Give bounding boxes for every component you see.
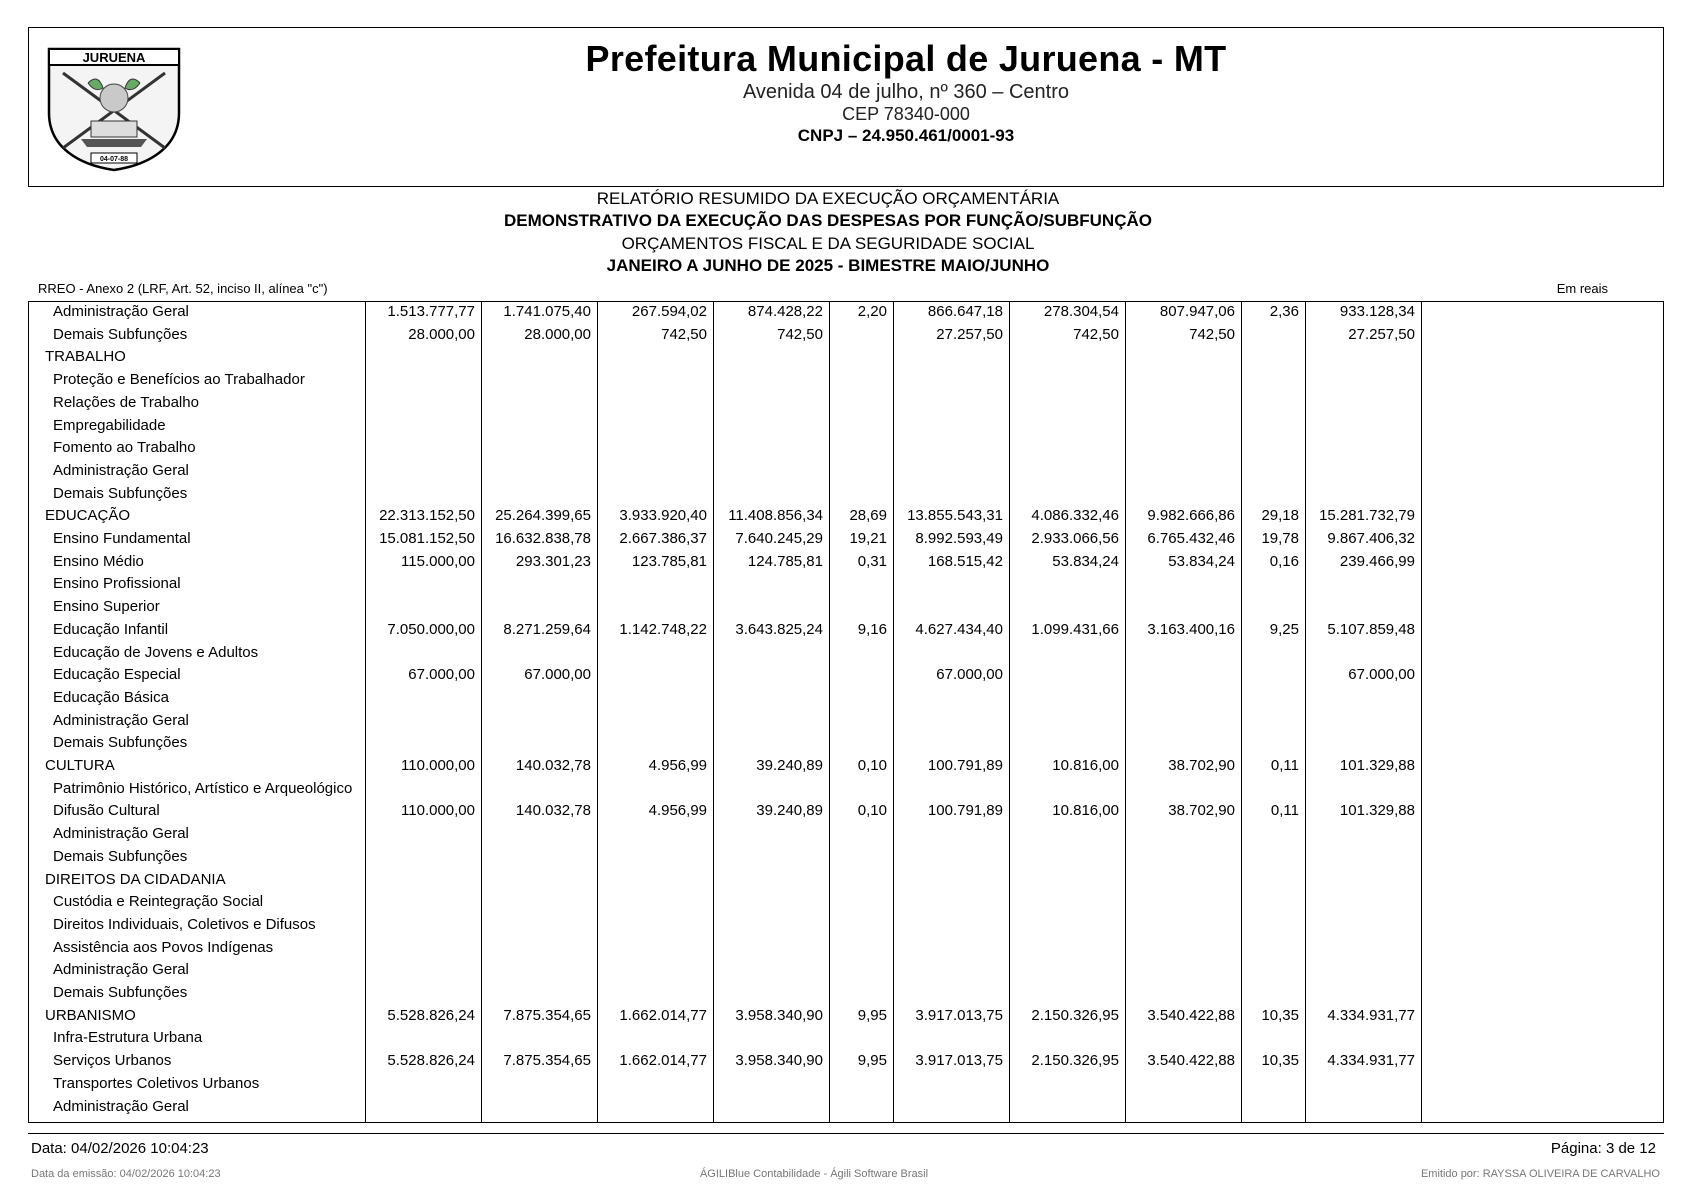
municipality-cep: CEP 78340-000 — [842, 104, 970, 124]
subfunction-row — [29, 551, 1663, 574]
value-cell: 4.627.434,40 — [915, 620, 1003, 638]
value-cell: 29,18 — [1261, 507, 1299, 525]
value-cell: 3.917.013,75 — [915, 1052, 1003, 1070]
value-cell: 3.540.422,88 — [1147, 1052, 1235, 1070]
value-cell: 53.834,24 — [1052, 552, 1119, 570]
value-cell: 39.240,89 — [756, 802, 823, 820]
value-cell: 2.933.066,56 — [1031, 530, 1119, 547]
value-cell: 27.257,50 — [1348, 325, 1415, 343]
subfunction-row — [29, 460, 1663, 483]
value-cell: 267.594,02 — [631, 303, 707, 320]
value-cell: 1.142.748,22 — [619, 620, 707, 638]
row-label: Administração Geral — [53, 1097, 189, 1115]
value-cell: 39.240,89 — [756, 757, 823, 774]
value-cell: 100.791,89 — [927, 802, 1003, 820]
subfunction-row — [29, 1027, 1663, 1050]
value-cell: 67.000,00 — [524, 666, 591, 684]
value-cell: 4.334.931,77 — [1327, 1052, 1415, 1070]
subfunction-row — [29, 937, 1663, 960]
value-cell: 2,20 — [857, 303, 887, 320]
value-cell: 100.791,89 — [927, 757, 1003, 774]
subfunction-row — [29, 415, 1663, 438]
value-cell: 7.050.000,00 — [387, 620, 475, 638]
subfunction-row — [29, 710, 1663, 733]
value-cell: 3.958.340,90 — [735, 1052, 823, 1070]
value-cell: 101.329,88 — [1339, 802, 1415, 820]
subfunction-row — [29, 369, 1663, 392]
row-label: Educação Especial — [53, 666, 181, 684]
row-label: Demais Subfunções — [53, 484, 188, 502]
value-cell: 4.956,99 — [648, 757, 707, 774]
value-cell: 278.304,54 — [1043, 303, 1119, 320]
row-label: TRABALHO — [45, 348, 126, 366]
row-label: URBANISMO — [45, 1006, 136, 1024]
row-label: Administração Geral — [53, 825, 189, 843]
value-cell: 8.271.259,64 — [503, 620, 591, 638]
subfunction-row — [29, 642, 1663, 665]
letterhead — [28, 27, 1664, 187]
emission-date: Data da emissão: 04/02/2026 10:04:23 — [31, 1168, 221, 1180]
value-cell: 28,69 — [849, 507, 887, 525]
row-label: Proteção e Benefícios ao Trabalhador — [53, 371, 305, 389]
issued-by: Emitido por: RAYSSA OLIVEIRA DE CARVALHO — [1420, 1168, 1660, 1180]
value-cell: 742,50 — [1189, 325, 1235, 343]
value-cell: 2.667.386,37 — [619, 530, 707, 547]
subfunction-row — [29, 1096, 1663, 1119]
value-cell: 9.867.406,32 — [1327, 530, 1415, 547]
row-label: Administração Geral — [53, 711, 189, 729]
value-cell: 140.032,78 — [515, 757, 591, 774]
value-cell: 3.163.400,16 — [1147, 620, 1235, 638]
value-cell: 7.875.354,65 — [503, 1052, 591, 1070]
row-label: Relações de Trabalho — [53, 393, 199, 411]
value-cell: 9,95 — [857, 1006, 887, 1024]
value-cell: 0,11 — [1270, 757, 1299, 774]
row-label: Administração Geral — [53, 461, 189, 479]
value-cell: 115.000,00 — [401, 552, 475, 570]
row-label: CULTURA — [45, 757, 115, 774]
value-cell: 124.785,81 — [747, 552, 823, 570]
municipality-title: Prefeitura Municipal de Juruena - MT — [585, 38, 1227, 79]
value-cell: 0,10 — [857, 802, 887, 820]
expense-table — [28, 301, 1664, 1123]
row-label: Ensino Médio — [53, 552, 144, 570]
row-label: Demais Subfunções — [53, 984, 188, 1001]
row-label: Serviços Urbanos — [53, 1052, 172, 1070]
value-cell: 5.528.826,24 — [387, 1052, 475, 1070]
value-cell: 5.107.859,48 — [1327, 620, 1415, 638]
value-cell: 25.264.399,65 — [495, 507, 591, 525]
value-cell: 28.000,00 — [524, 325, 591, 343]
row-label: Administração Geral — [53, 961, 189, 979]
value-cell: 10,35 — [1261, 1052, 1299, 1070]
value-cell: 0,31 — [857, 552, 887, 570]
value-cell: 67.000,00 — [936, 666, 1003, 684]
function-row — [29, 869, 1663, 892]
value-cell: 4.334.931,77 — [1327, 1006, 1415, 1024]
value-cell: 742,50 — [777, 325, 823, 343]
value-cell: 807.947,06 — [1159, 303, 1235, 320]
value-cell: 4.086.332,46 — [1031, 507, 1119, 525]
row-label: EDUCAÇÃO — [45, 507, 131, 525]
subfunction-row — [29, 324, 1663, 347]
value-cell: 1.662.014,77 — [619, 1006, 707, 1024]
annex-reference: RREO - Anexo 2 (LRF, Art. 52, inciso II, alínea "c") — [38, 281, 328, 296]
municipality-address: Avenida 04 de julho, nº 360 – Centro — [742, 81, 1070, 103]
municipality-cnpj: CNPJ – 24.950.461/0001-93 — [797, 126, 1015, 145]
value-cell: 28.000,00 — [408, 325, 475, 343]
subfunction-row — [29, 800, 1663, 823]
value-cell: 38.702,90 — [1168, 757, 1235, 774]
row-label: Administração Geral — [53, 303, 189, 320]
value-cell: 6.765.432,46 — [1147, 530, 1235, 547]
subfunction-row — [29, 619, 1663, 642]
value-cell: 7.875.354,65 — [503, 1006, 591, 1024]
value-cell: 874.428,22 — [747, 303, 823, 320]
subfunction-row — [29, 846, 1663, 869]
value-cell: 8.992.593,49 — [915, 530, 1003, 547]
value-cell: 1.099.431,66 — [1031, 620, 1119, 638]
row-label: Difusão Cultural — [53, 802, 160, 820]
software-credit: ÁGILIBlue Contabilidade - Ágili Software Brasil — [699, 1168, 929, 1180]
subfunction-row — [29, 914, 1663, 937]
value-cell: 5.528.826,24 — [387, 1006, 475, 1024]
value-cell: 15.081.152,50 — [379, 530, 475, 547]
value-cell: 10.816,00 — [1052, 757, 1119, 774]
subfunction-row — [29, 1050, 1663, 1073]
row-label: Empregabilidade — [53, 416, 166, 434]
subfunction-row — [29, 596, 1663, 619]
svg-text:04-07-88: 04-07-88 — [99, 156, 129, 163]
subfunction-row — [29, 528, 1663, 551]
report-title: RELATÓRIO RESUMIDO DA EXECUÇÃO ORÇAMENTÁRIA — [596, 189, 1060, 208]
value-cell: 168.515,42 — [927, 552, 1003, 570]
value-cell: 38.702,90 — [1168, 802, 1235, 820]
value-cell: 16.632.838,78 — [495, 530, 591, 547]
subfunction-row — [29, 959, 1663, 982]
function-row — [29, 346, 1663, 369]
value-cell: 123.785,81 — [631, 552, 707, 570]
value-cell: 7.640.245,29 — [735, 530, 823, 547]
value-cell: 9,16 — [857, 620, 887, 638]
row-label: Ensino Profissional — [53, 575, 181, 593]
value-cell: 0,11 — [1270, 802, 1299, 820]
value-cell: 11.408.856,34 — [728, 507, 823, 525]
subfunction-row — [29, 392, 1663, 415]
value-cell: 19,21 — [849, 530, 887, 547]
subfunction-row — [29, 301, 1663, 324]
value-cell: 13.855.543,31 — [907, 507, 1003, 525]
value-cell: 3.540.422,88 — [1147, 1006, 1235, 1024]
subfunction-row — [29, 687, 1663, 710]
value-cell: 2,36 — [1269, 303, 1299, 320]
value-cell: 2.150.326,95 — [1031, 1052, 1119, 1070]
subfunction-row — [29, 778, 1663, 801]
value-cell: 742,50 — [1073, 325, 1119, 343]
value-cell: 239.466,99 — [1339, 552, 1415, 570]
subfunction-row — [29, 982, 1663, 1005]
subfunction-row — [29, 437, 1663, 460]
subfunction-row — [29, 664, 1663, 687]
row-label: Educação Infantil — [53, 620, 169, 638]
value-cell: 10.816,00 — [1052, 802, 1119, 820]
report-period: JANEIRO A JUNHO DE 2025 - BIMESTRE MAIO/JUNHO — [606, 256, 1050, 275]
svg-text:JURUENA: JURUENA — [82, 50, 146, 65]
value-cell: 0,10 — [857, 757, 887, 774]
currency-unit: Em reais — [1556, 281, 1608, 296]
value-cell: 9,25 — [1269, 620, 1299, 638]
value-cell: 3.958.340,90 — [735, 1006, 823, 1024]
row-label: Transportes Coletivos Urbanos — [53, 1074, 260, 1092]
function-row — [29, 755, 1663, 778]
value-cell: 9,95 — [857, 1052, 887, 1070]
value-cell: 3.933.920,40 — [619, 507, 707, 525]
value-cell: 1.513.777,77 — [387, 303, 475, 320]
value-cell: 1.662.014,77 — [619, 1052, 707, 1070]
value-cell: 67.000,00 — [1348, 666, 1415, 684]
value-cell: 1.741.075,40 — [503, 303, 591, 320]
value-cell: 15.281.732,79 — [1319, 507, 1415, 525]
value-cell: 110.000,00 — [401, 802, 475, 820]
report-budget-scope: ORÇAMENTOS FISCAL E DA SEGURIDADE SOCIAL — [621, 234, 1035, 253]
row-label: DIREITOS DA CIDADANIA — [45, 870, 226, 888]
value-cell: 2.150.326,95 — [1031, 1006, 1119, 1024]
value-cell: 53.834,24 — [1168, 552, 1235, 570]
value-cell: 0,16 — [1269, 552, 1299, 570]
row-label: Ensino Superior — [53, 598, 160, 616]
row-label: Fomento ao Trabalho — [53, 439, 196, 457]
value-cell: 293.301,23 — [515, 552, 591, 570]
value-cell: 933.128,34 — [1339, 303, 1415, 320]
subfunction-row — [29, 732, 1663, 755]
value-cell: 140.032,78 — [515, 802, 591, 820]
value-cell: 9.982.666,86 — [1147, 507, 1235, 525]
value-cell: 4.956,99 — [648, 802, 707, 820]
row-label: Custódia e Reintegração Social — [53, 893, 264, 911]
row-label: Ensino Fundamental — [53, 530, 191, 547]
value-cell: 101.329,88 — [1339, 757, 1415, 774]
row-label: Educação Básica — [53, 688, 169, 706]
subfunction-row — [29, 891, 1663, 914]
value-cell: 110.000,00 — [401, 757, 475, 774]
footer-date: Data: 04/02/2026 10:04:23 — [31, 1140, 209, 1157]
subfunction-row — [29, 823, 1663, 846]
value-cell: 866.647,18 — [927, 303, 1003, 320]
subfunction-row — [29, 1073, 1663, 1096]
subfunction-row — [29, 573, 1663, 596]
value-cell: 22.313.152,50 — [379, 507, 475, 525]
function-row — [29, 1005, 1663, 1028]
row-label: Demais Subfunções — [53, 325, 188, 343]
subfunction-row — [29, 483, 1663, 506]
report-subtitle: DEMONSTRATIVO DA EXECUÇÃO DAS DESPESAS POR FUNÇÃO/SUBFUNÇÃO — [504, 211, 1152, 230]
row-label: Educação de Jovens e Adultos — [53, 643, 259, 661]
value-cell: 19,78 — [1261, 530, 1299, 547]
value-cell: 67.000,00 — [408, 666, 475, 684]
value-cell: 742,50 — [661, 325, 707, 343]
value-cell: 3.643.825,24 — [735, 620, 823, 638]
row-label: Demais Subfunções — [53, 734, 188, 752]
value-cell: 10,35 — [1261, 1006, 1299, 1024]
footer-divider — [28, 1133, 1664, 1134]
row-label: Assistência aos Povos Indígenas — [53, 938, 274, 956]
page-number: Página: 3 de 12 — [1550, 1140, 1656, 1157]
row-label: Direitos Individuais, Coletivos e Difusos — [53, 915, 316, 933]
row-label: Demais Subfunções — [53, 847, 188, 865]
function-row — [29, 505, 1663, 528]
row-label: Patrimônio Histórico, Artístico e Arqueológico — [53, 779, 353, 797]
value-cell: 3.917.013,75 — [915, 1006, 1003, 1024]
value-cell: 27.257,50 — [936, 325, 1003, 343]
row-label: Infra-Estrutura Urbana — [53, 1029, 203, 1047]
